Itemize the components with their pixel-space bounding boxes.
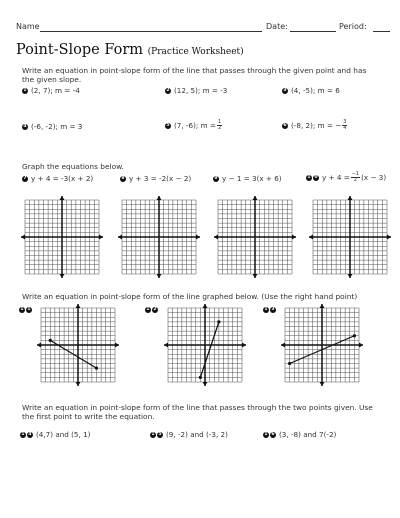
problem-12 [145, 307, 161, 313]
worksheet-title [16, 42, 244, 58]
problem-16 [263, 430, 336, 439]
period-label: Period: [339, 22, 367, 31]
axis-arrow [253, 274, 258, 278]
date-label: Date: [266, 22, 288, 31]
section1-instruction: Write an equation in point-slope form of the line that passes through the given point and has the given slope. [22, 66, 367, 84]
problem-text: (-8, 2); m = − [291, 121, 342, 130]
fraction-numerator: 1 [217, 119, 222, 125]
axis-arrow [157, 274, 162, 278]
axis-arrow [320, 304, 325, 308]
problem-text: (12, 5); m = -3 [174, 86, 228, 95]
problem-text: y + 4 = -3(x + 2) [31, 174, 94, 183]
problem-5 [165, 120, 223, 131]
axis-arrow [37, 343, 41, 348]
number-badge: 5 [166, 122, 170, 128]
line-endpoint [217, 320, 220, 323]
problem-text: (4, -5); m = 6 [291, 86, 340, 95]
problem-13 [263, 307, 279, 313]
name-blank-line [40, 31, 262, 32]
problem-text: (4,7) and (5, 1) [36, 430, 91, 439]
problem-3 [282, 86, 340, 95]
problem-6 [282, 120, 348, 131]
axis-arrow [76, 304, 81, 308]
number-badge: 2 [166, 87, 170, 93]
axis-arrow [164, 343, 168, 348]
line-endpoint [95, 367, 98, 370]
problem-11 [19, 307, 35, 313]
axis-arrow [76, 382, 81, 386]
axis-arrow [118, 235, 122, 240]
problem-text: (2, 7); m = -4 [31, 86, 80, 95]
number-badge: 1 [23, 87, 27, 93]
fraction-numerator: 3 [343, 119, 347, 125]
number-badge: 0 [314, 174, 318, 180]
problem-10 [306, 172, 386, 183]
number-badge: 3 [283, 87, 287, 93]
problem-text-before: y + 4 = [322, 173, 350, 182]
number-badge: 3 [271, 307, 275, 312]
axis-arrow [242, 343, 246, 348]
title-main: Point-Slope Form [16, 42, 144, 58]
slope-fraction [342, 120, 347, 131]
number-badge: 1 [21, 431, 25, 437]
graph-grid-10 [308, 195, 392, 279]
period-blank-line [373, 31, 390, 32]
axis-arrow [292, 235, 296, 240]
problem-text: (9, -2) and (-3, 2) [166, 430, 228, 439]
axis-arrow [359, 343, 363, 348]
graph-grid-9 [213, 195, 297, 279]
problem-1 [22, 86, 80, 95]
fraction-denominator: 2 [353, 177, 358, 183]
title-sub: (Practice Worksheet) [147, 47, 244, 57]
slope-fraction [217, 120, 222, 131]
number-badge: 4 [23, 123, 27, 129]
graph-grid-11 [36, 303, 120, 387]
axis-arrow [203, 304, 208, 308]
axis-arrow [21, 235, 25, 240]
number-badge: 7 [23, 175, 27, 181]
axis-arrow [203, 382, 208, 386]
problem-9 [213, 174, 282, 183]
problem-text: y − 1 = 3(x + 6) [222, 174, 282, 183]
fraction-numerator: −1 [351, 171, 360, 177]
header-fields [16, 22, 386, 36]
problem-text-after: (x − 3) [361, 173, 387, 182]
problem-4 [22, 122, 82, 131]
number-badge: 6 [283, 122, 287, 128]
problem-2 [165, 86, 227, 95]
number-badge: 1 [20, 307, 24, 312]
problem-text: y + 3 = -2(x − 2) [129, 174, 192, 183]
axis-arrow [214, 235, 218, 240]
date-blank-line [290, 31, 336, 32]
graph-grid-7 [20, 195, 104, 279]
axis-arrow [281, 343, 285, 348]
graph-grid-12 [163, 303, 247, 387]
axis-arrow [348, 274, 353, 278]
line-endpoint [353, 334, 356, 337]
number-badge: 2 [153, 307, 157, 312]
section3-instruction: Write an equation in point-slope form of the line graphed below. (Use the right hand point) [22, 292, 358, 301]
section4-instruction: Write an equation in point-slope form of the line that passes through the two points given. Use the first point to write the equation. [22, 403, 373, 421]
number-badge: 1 [146, 307, 150, 312]
fraction-denominator: 2 [217, 125, 222, 131]
problem-text: (7, -6); m = [174, 121, 216, 130]
number-badge: 1 [27, 307, 31, 312]
problem-text: (3, -8) and 7(-2) [279, 430, 337, 439]
number-badge: 6 [271, 431, 275, 437]
number-badge: 4 [28, 431, 32, 437]
axis-arrow [99, 235, 103, 240]
problem-7 [22, 174, 93, 183]
problem-text: (-6, -2); m = 3 [31, 122, 83, 131]
number-badge: 1 [151, 431, 155, 437]
fraction-denominator: 4 [343, 125, 347, 131]
section2-instruction: Graph the equations below. [22, 162, 124, 171]
axis-arrow [157, 196, 162, 200]
axis-arrow [387, 235, 391, 240]
number-badge: 1 [307, 174, 311, 180]
problem-15 [150, 430, 228, 439]
line-endpoint [49, 339, 52, 342]
axis-arrow [320, 382, 325, 386]
axis-arrow [60, 196, 65, 200]
axis-arrow [115, 343, 119, 348]
number-badge: 5 [158, 431, 162, 437]
line-endpoint [199, 376, 202, 379]
problem-8 [120, 174, 191, 183]
axis-arrow [348, 196, 353, 200]
axis-arrow [196, 235, 200, 240]
graph-grid-13 [280, 303, 364, 387]
axis-arrow [253, 196, 258, 200]
graph-grid-8 [117, 195, 201, 279]
name-label: Name [16, 22, 40, 31]
number-badge: 8 [121, 175, 125, 181]
number-badge: 1 [264, 307, 268, 312]
axis-arrow [60, 274, 65, 278]
number-badge: 9 [214, 175, 218, 181]
number-badge: 1 [264, 431, 268, 437]
axis-arrow [309, 235, 313, 240]
problem-14 [20, 430, 90, 439]
slope-fraction [351, 172, 360, 183]
line-endpoint [288, 362, 291, 365]
